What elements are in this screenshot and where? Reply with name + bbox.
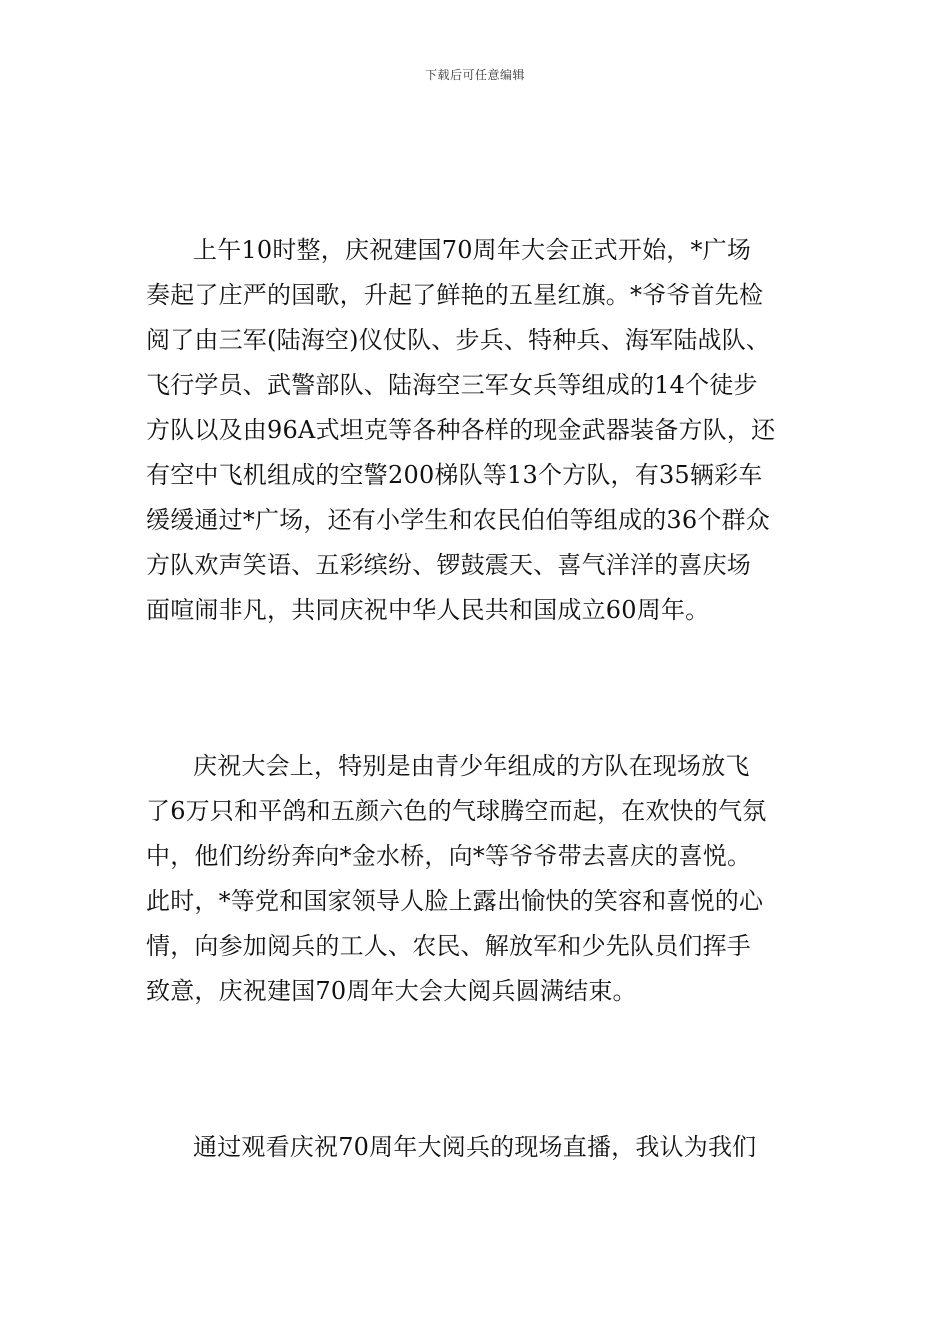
paragraph-2 [146, 744, 810, 1014]
text-line: 阅了由三军(陆海空)仪仗队、步兵、特种兵、海军陆战队、 [146, 326, 771, 354]
text-line: 上午10时整，庆祝建国70周年大会正式开始，*广场 [193, 236, 752, 264]
text-line: 庆祝大会上，特别是由青少年组成的方队在现场放飞 [193, 752, 750, 780]
text-line: 飞行学员、武警部队、陆海空三军女兵等组成的14个徒步 [146, 371, 758, 399]
text-line: 了6万只和平鸽和五颜六色的气球腾空而起，在欢快的气氛 [146, 797, 767, 825]
text-line: 奏起了庄严的国歌，升起了鲜艳的五星红旗。*爷爷首先检 [146, 281, 764, 309]
text-line: 方队以及由96A式坦克等各种各样的现金武器装备方队，还 [146, 416, 776, 444]
text-line: 缓缓通过*广场，还有小学生和农民伯伯等组成的36个群众 [146, 506, 770, 534]
text-line: 情，向参加阅兵的工人、农民、解放军和少先队员们挥手 [146, 932, 751, 960]
paragraph-spacer [146, 1014, 810, 1125]
paragraph-3 [146, 1125, 810, 1170]
text-line: 通过观看庆祝70周年大阅兵的现场直播，我认为我们 [193, 1133, 757, 1161]
text-line: 致意，庆祝建国70周年大会大阅兵圆满结束。 [146, 977, 637, 1005]
paragraph-1 [146, 228, 810, 633]
text-line: 此时，*等党和国家领导人脸上露出愉快的笑容和喜悦的心 [146, 887, 764, 915]
text-line: 面喧闹非凡，共同庆祝中华人民共和国成立60周年。 [146, 596, 710, 624]
document-body [146, 228, 810, 1170]
paragraph-spacer [146, 633, 810, 744]
text-line: 方队欢声笑语、五彩缤纷、锣鼓震天、喜气洋洋的喜庆场 [146, 551, 751, 579]
text-line: 中，他们纷纷奔向*金水桥，向*等爷爷带去喜庆的喜悦。 [146, 842, 752, 870]
text-line: 有空中飞机组成的空警200梯队等13个方队，有35辆彩车 [146, 461, 763, 489]
header-note: 下载后可任意编辑 [424, 68, 525, 82]
